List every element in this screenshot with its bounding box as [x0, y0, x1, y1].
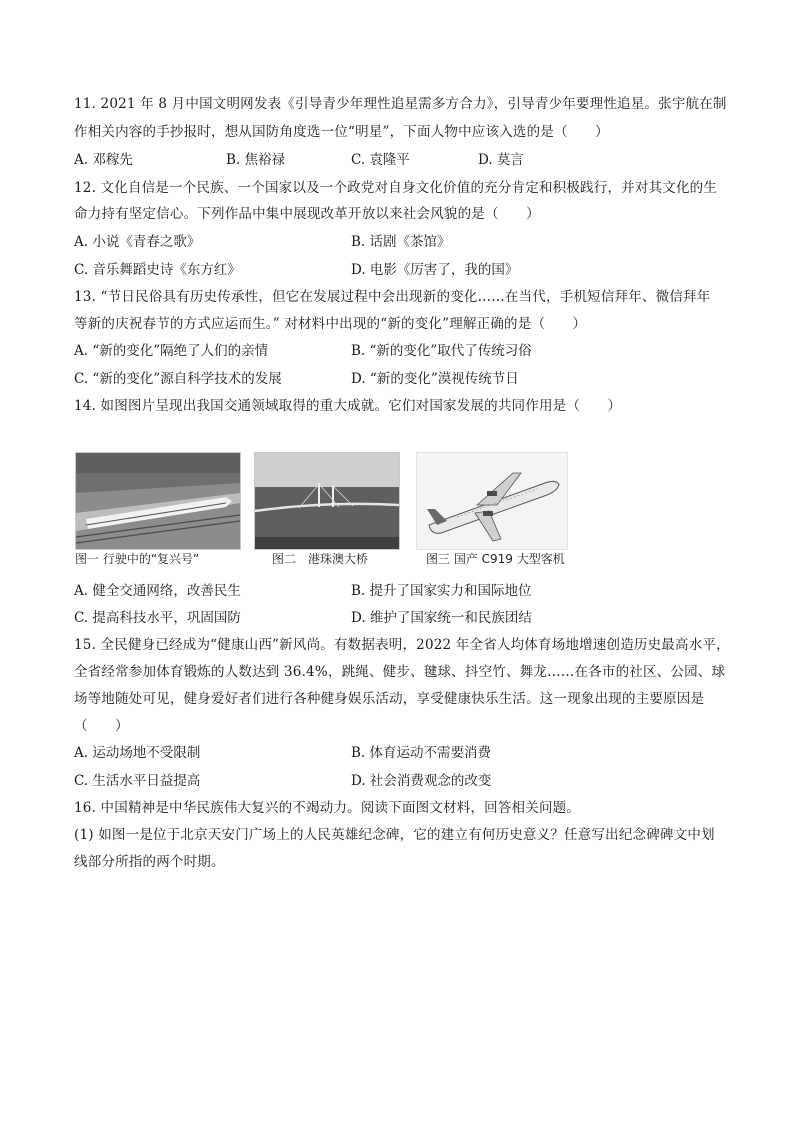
q16-sub1-line2: 线部分所指的两个时期。: [74, 854, 225, 870]
q15-option-a: A. 运动场地不受限制: [74, 745, 201, 761]
q11-option-d: D. 莫言: [478, 152, 524, 168]
figure-2-caption: 图二 港珠澳大桥: [272, 552, 369, 566]
bridge-photo: [254, 452, 400, 550]
q12-option-b: B. 话剧《茶馆》: [351, 234, 451, 250]
plane-image: [417, 453, 567, 549]
train-image: [76, 453, 240, 549]
q15-stem-line1: 15. 全民健身已经成为“健康山西”新风尚。有数据表明，2022 年全省人均体育场地增速创造历史最高水平，: [74, 637, 730, 653]
q14-option-c: C. 提高科技水平，巩固国防: [74, 610, 241, 626]
q13-stem-line2: 等新的庆祝春节的方式应运而生。” 对材料中出现的“新的变化”理解正确的是（ ）: [74, 316, 587, 332]
q16-sub1-line1: (1) 如图一是位于北京天安门广场上的人民英雄纪念碑，它的建立有何历史意义？任意写出纪念碑碑文中划: [74, 827, 715, 843]
q13-option-c: C. “新的变化”源自科学技术的发展: [74, 371, 282, 387]
plane-photo: [416, 452, 568, 550]
q12-option-c: C. 音乐舞蹈史诗《东方红》: [74, 262, 241, 278]
q15-option-d: D. 社会消费观念的改变: [351, 773, 492, 789]
q11-option-b: B. 焦裕禄: [226, 152, 286, 168]
q13-stem-line1: 13. “节日民俗具有历史传承性，但它在发展过程中会出现新的变化……在当代，手机短信拜年、微信拜年: [74, 289, 711, 305]
q12-stem-line2: 命力持有坚定信心。下列作品中集中展现改革开放以来社会风貌的是（ ）: [74, 206, 540, 222]
q12-stem-line1: 12. 文化自信是一个民族、一个国家以及一个政党对自身文化价值的充分肯定和积极践行，并对其文化的生: [74, 180, 718, 196]
figure-c919-airliner: [416, 452, 566, 570]
q11-option-a: A. 邓稼先: [74, 152, 133, 168]
q13-option-d: D. “新的变化”漠视传统节日: [351, 371, 519, 387]
q14-stem-line1: 14. 如图图片呈现出我国交通领域取得的重大成就。它们对国家发展的共同作用是（ ）: [74, 398, 622, 414]
q14-option-d: D. 维护了国家统一和民族团结: [351, 610, 532, 626]
q11-option-c: C. 袁隆平: [351, 152, 410, 168]
q14-option-a: A. 健全交通网络，改善民生: [74, 583, 241, 599]
q15-option-c: C. 生活水平日益提高: [74, 773, 201, 789]
q15-stem-line4: （ ）: [74, 718, 129, 734]
figure-fuxing-train: [75, 452, 239, 570]
q12-option-a: A. 小说《青春之歌》: [74, 234, 201, 250]
q11-stem-line2: 作相关内容的手抄报时，想从国防角度选一位“明星”，下面人物中应该入选的是（ ）: [74, 124, 609, 140]
figure-3-caption: 图三 国产 C919 大型客机: [426, 552, 565, 566]
train-photo: [75, 452, 241, 550]
q15-stem-line3: 场等地随处可见，健身爱好者们进行各种健身娱乐活动，享受健康快乐生活。这一现象出现的主要原因是: [74, 691, 705, 707]
q13-option-b: B. “新的变化”取代了传统习俗: [351, 343, 532, 359]
q12-option-d: D. 电影《厉害了，我的国》: [351, 262, 519, 278]
figure-hzmb-bridge: [254, 452, 398, 570]
q14-option-b: B. 提升了国家实力和国际地位: [351, 583, 532, 599]
q15-option-b: B. 体育运动不需要消费: [351, 745, 492, 761]
figure-1-caption: 图一 行驶中的“复兴号”: [75, 552, 200, 566]
bridge-image: [255, 453, 399, 549]
q11-stem-line1: 11. 2021 年 8 月中国文明网发表《引导青少年理性追星需多方合力》，引导青少年要理性追星。张宇航在制: [74, 96, 727, 112]
q15-stem-line2: 全省经常参加体育锻炼的人数达到 36.4%，跳绳、健步、毽球、抖空竹、舞龙……在各市的社区、公园、球: [74, 664, 726, 680]
q13-option-a: A. “新的变化”隔绝了人们的亲情: [74, 343, 269, 359]
q16-stem-line1: 16. 中国精神是中华民族伟大复兴的不竭动力。阅读下面图文材料，回答相关问题。: [74, 800, 581, 816]
